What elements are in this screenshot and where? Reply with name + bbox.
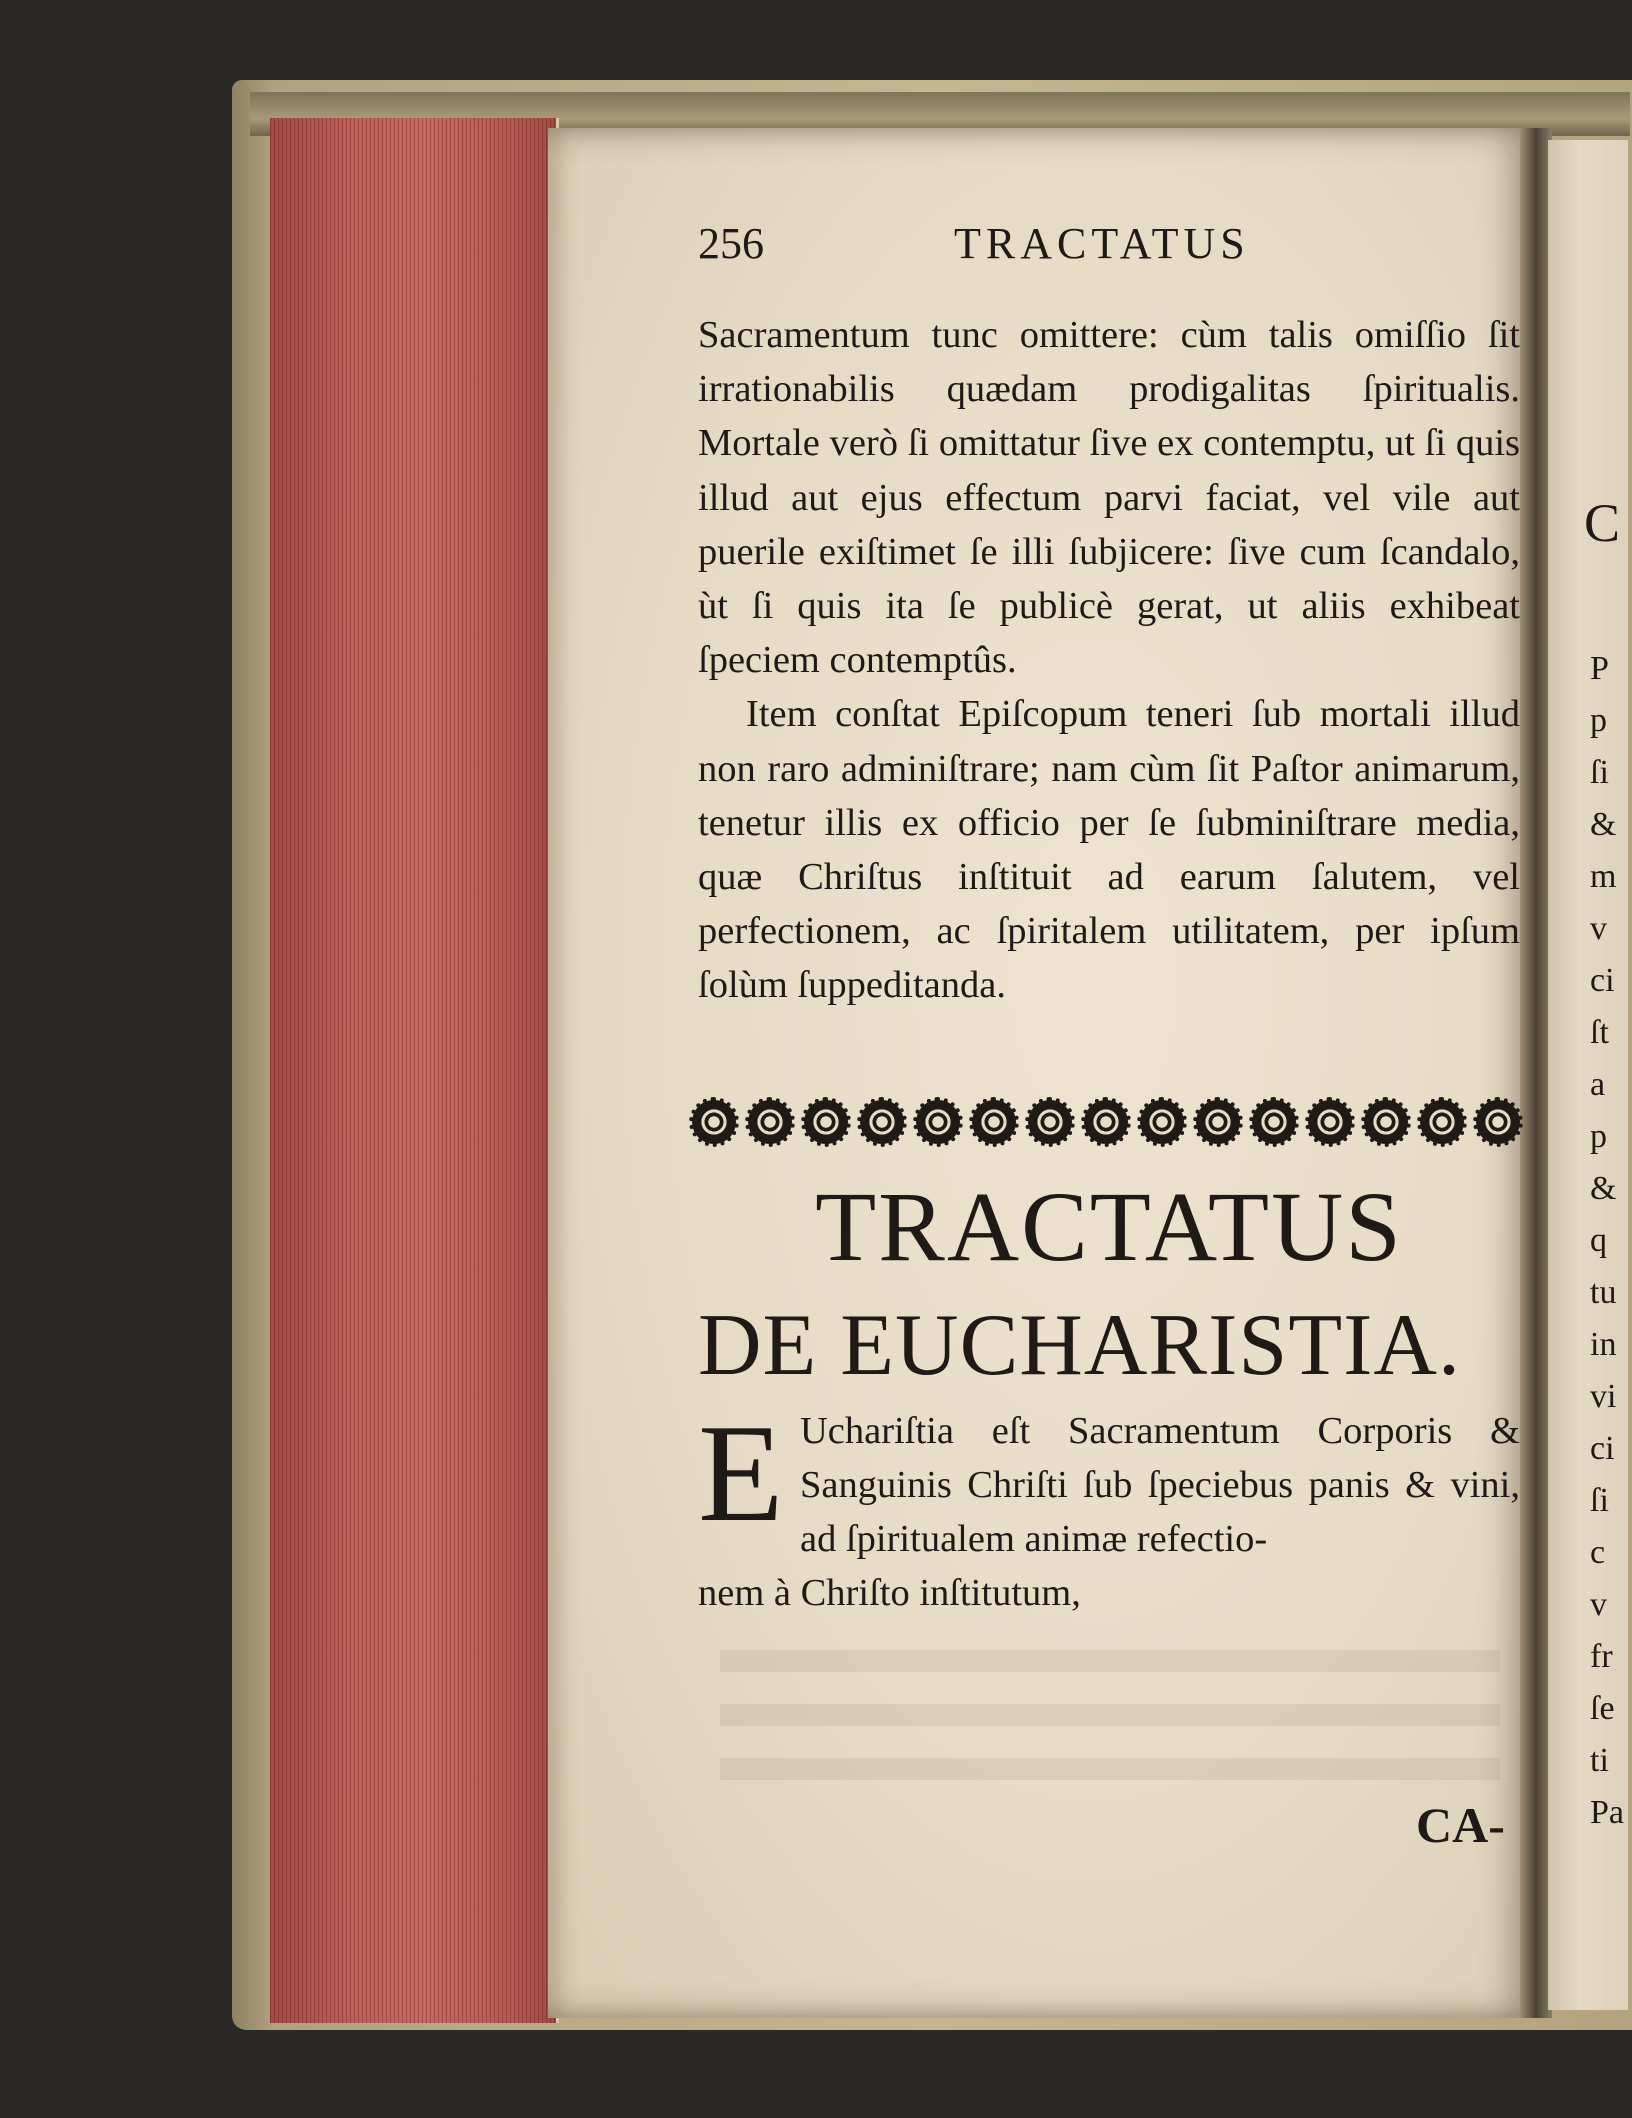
rosette-ornament-icon <box>692 1100 736 1144</box>
chapter-opening-tail: nem à Chriſto inſtitutum, <box>698 1572 1081 1614</box>
rosette-ornament-icon <box>916 1100 960 1144</box>
facing-fragment: ci <box>1590 962 1615 999</box>
rosette-ornament-icon <box>972 1100 1016 1144</box>
facing-fragment: m <box>1590 858 1617 895</box>
facing-fragment: P <box>1590 650 1609 687</box>
running-head: TRACTATUS <box>954 219 1250 268</box>
facing-fragment: & <box>1590 806 1617 843</box>
facing-fragment: C <box>1584 493 1621 553</box>
facing-fragment: & <box>1590 1170 1617 1207</box>
page-header <box>698 218 1498 278</box>
facing-fragment: ſi <box>1590 1482 1609 1519</box>
rosette-ornament-icon <box>1140 1100 1184 1144</box>
facing-fragment: in <box>1590 1326 1617 1363</box>
facing-fragment: p <box>1590 1118 1607 1155</box>
facing-fragment: ci <box>1590 1430 1615 1467</box>
chapter-opening <box>800 1404 1520 1566</box>
show-through-text <box>720 1650 1500 1790</box>
rosette-ornament-icon <box>860 1100 904 1144</box>
body-text <box>698 308 1520 1013</box>
rosette-ornament-icon <box>748 1100 792 1144</box>
facing-fragment: ſe <box>1590 1690 1615 1727</box>
ornament-band <box>692 1092 1520 1152</box>
rosette-ornament-icon <box>1084 1100 1128 1144</box>
rosette-ornament-icon <box>1196 1100 1240 1144</box>
facing-fragment: ſi <box>1590 754 1609 791</box>
rosette-ornament-icon <box>804 1100 848 1144</box>
paragraph: Sacramentum tunc omittere: cùm talis omiſſio ſit irrationabilis quædam prodigalitas ſpiritualis. Mortale verò ſi omittatur ſive ex contemptu, ut ſi quis illud aut ejus effectum parvi faciat, vel vile aut puerile exiſtimet ſe illi ſubjicere: ſive cum ſcandalo, ùt ſi quis ita ſe publicè gerat, ut aliis exhibeat ſpeciem contemptûs. <box>698 314 1520 682</box>
catchword: CA- <box>1416 1797 1505 1853</box>
section-subtitle: DE EUCHARISTIA. <box>698 1297 1461 1394</box>
rosette-ornament-icon <box>1308 1100 1352 1144</box>
rosette-ornament-icon <box>1364 1100 1408 1144</box>
facing-fragment: c <box>1590 1534 1606 1571</box>
facing-fragment: p <box>1590 702 1607 739</box>
chapter-opening-lines: Uchariſtia eſt Sacramentum Corporis & Sanguinis Chriſti ſub ſpeciebus panis & vini, ad ſpiritualem animæ refectio- <box>800 1410 1520 1560</box>
section-title: TRACTATUS <box>815 1171 1403 1282</box>
drop-cap: E <box>698 1396 784 1551</box>
facing-fragment: ti <box>1590 1742 1609 1779</box>
facing-fragment: tu <box>1590 1274 1617 1311</box>
facing-fragment: Pa <box>1590 1794 1624 1831</box>
red-page-edges <box>270 118 559 2023</box>
facing-fragment: ſt <box>1590 1014 1609 1051</box>
paragraph: Item conſtat Epiſcopum teneri ſub mortali illud non raro adminiſtrare; nam cùm ſit Paſtor animarum, tenetur illis ex officio per ſe ſubminiſtrare media, quæ Chriſtus inſtituit ad earum ſalutem, vel perfectionem, ac ſpiritalem utilitatem, per ipſum ſolùm ſuppeditanda. <box>698 693 1520 1007</box>
facing-fragment: a <box>1590 1066 1606 1103</box>
rosette-ornament-icon <box>1476 1100 1520 1144</box>
facing-page-edge <box>1548 140 1628 2010</box>
facing-fragment: fr <box>1590 1638 1613 1675</box>
facing-fragment: vi <box>1590 1378 1617 1415</box>
facing-fragment: q <box>1590 1222 1607 1259</box>
rosette-ornament-icon <box>1420 1100 1464 1144</box>
rosette-ornament-icon <box>1252 1100 1296 1144</box>
facing-fragment: v <box>1590 910 1607 947</box>
facing-fragment: v <box>1590 1586 1607 1623</box>
page-number: 256 <box>698 219 764 268</box>
rosette-ornament-icon <box>1028 1100 1072 1144</box>
